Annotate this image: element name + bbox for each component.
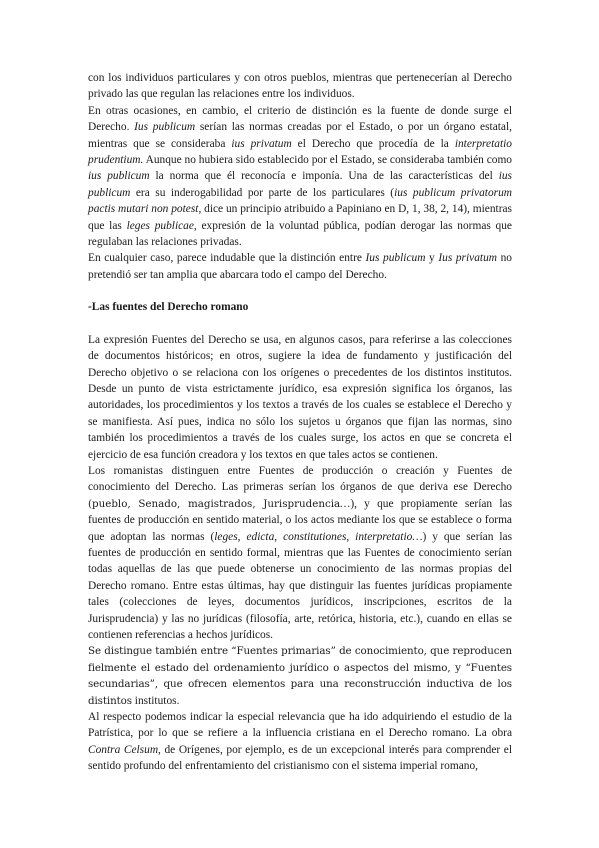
text-run: era su inderogabilidad por parte de los particulares ( — [130, 186, 395, 199]
text-run-alt-font: Se distingue también entre “Fuentes primarias” de conocimiento, que reproducen fielmente el estado del ordenamiento jurídico o aspectos del mismo, y “Fuentes secundarias”, que ofrecen elementos para una reconstrucción inductiva de los distintos — [88, 645, 512, 707]
text-run: serían las normas creadas por el Estado, o por un órgano estatal, mientras que se consideraba — [88, 121, 512, 150]
text-run: no pretendió ser tan amplia que abarcara todo el campo del Derecho. — [88, 252, 512, 281]
text-run-alt-font: (pueblo, Senado, magistrados, Jurisprudencia — [88, 497, 341, 510]
body-text — [88, 70, 512, 775]
paragraph-2 — [88, 103, 512, 251]
latin-term: Ius publicum — [365, 252, 426, 265]
work-title: Contra Celsum — [88, 743, 159, 756]
text-run: Aunque no hubiera sido establecido por el Estado, se consideraba también como — [143, 154, 512, 167]
latin-term: Ius publicum — [134, 121, 196, 134]
latin-term: interpretatio… — [355, 530, 423, 543]
spacer — [88, 316, 512, 332]
text-run: La expresión Fuentes del Derecho se usa, en algunos casos, para referirse a las colecciones de documentos históricos; en otros, sugiere la idea de fundamento y justificación del Derecho objetivo o se relaciona con los orígenes o precedentes de los distintos institutos. Desde un punto de vista estrictamente jurídico, esa expresión significa los órganos, las autoridades, los procedimientos y los textos a través de los cuales se establece el Derecho y se manifiesta. Así pues, indica no sólo los sujetos u órganos que fijan las normas, sino también los procedimientos a través de los cuales surge, los actos en que se concreta el ejercicio de esa función creadora y los textos en que tales actos se contienen. — [88, 333, 512, 461]
latin-term: edicta — [246, 530, 275, 543]
text-run: En otras ocasiones, en cambio, el criterio de distinción es la fuente de donde surge el Derecho. — [88, 104, 512, 134]
text-run: , dice un principio atribuido a Papiniano en D, 1, 38, 2, 14), mientras que las — [88, 203, 512, 232]
latin-term: interpretatio prudentium. — [88, 137, 512, 167]
latin-term: Ius privatum — [438, 252, 497, 265]
paragraph-6 — [88, 643, 512, 709]
paragraph-7 — [88, 709, 512, 775]
latin-term: ius publicum — [88, 170, 150, 183]
text-run: Los romanistas distinguen entre Fuentes de producción o creación y Fuentes de conocimiento del Derecho. Las primeras serían los órganos de que deriva ese Derecho — [88, 464, 512, 494]
text-run: ) y que serían las fuentes de producción en sentido formal, mientras que las Fuentes de conocimiento serían todas aquellas de las que puede obtenerse un conocimiento de las normas propias del Derecho romano. Entre estas últimas, hay que distinguir las fuentes jurídicas propiamente tales (colecciones de leyes, documentos jurídicos, inscripciones, escritos de la Jurisprudencia) y las no jurídicas (filosofía, arte, retórica, historia, etc.), cuando en ellas se contienen referencias a hechos jurídicos. — [88, 530, 513, 641]
text-run: Al respecto podemos indicar la especial relevancia que ha ido adquiriendo el estudio de la Patrística, por lo que se refiere a la influencia cristiana en el Derecho romano. La obra — [88, 711, 512, 740]
text-run: , — [237, 530, 247, 543]
text-run: En cualquier caso, parece indudable que la distinción entre — [88, 252, 366, 265]
paragraph-3 — [88, 250, 512, 283]
text-run: con los individuos particulares y con otros pueblos, mientras que pertenecerían al Derecho privado las que regulan las relaciones entre los individuos. — [88, 72, 512, 101]
spacer — [88, 283, 512, 299]
text-run: , expresión de la voluntad pública, podían derogar las normas que regulaban las relaciones privadas. — [88, 219, 512, 249]
latin-term: ius privatum — [231, 137, 292, 150]
latin-term: leges publicae — [126, 219, 194, 232]
latin-term: leges — [214, 530, 238, 543]
section-heading: -Las fuentes del Derecho romano — [88, 301, 249, 314]
paragraph-5 — [88, 463, 512, 643]
text-run: institutos. — [131, 694, 180, 707]
latin-term: constitutiones — [283, 530, 347, 543]
text-run: , — [274, 530, 284, 543]
text-run: , — [346, 530, 356, 543]
text-run: ), y que propiamente serían las fuentes de producción en sentido material, o los actos mediante los que se establece o forma que adoptan las normas ( — [88, 497, 512, 543]
text-run: , de Orígenes, por ejemplo, es de un excepcional interés para comprender el sentido profundo del enfrentamiento del cristianismo con el sistema imperial romano, — [88, 743, 512, 773]
text-run: la norma que él reconocía e imponía. Una de las características del — [149, 170, 499, 183]
latin-term: ius publicum privatorum pactis mutari non potest — [88, 186, 513, 216]
paragraph-1 — [88, 70, 512, 103]
paragraph-4 — [88, 332, 512, 463]
text-run: y — [425, 252, 439, 265]
ellipsis: … — [340, 497, 351, 510]
latin-term: ius publicum — [88, 170, 512, 199]
text-run: el Derecho que procedía de la — [291, 137, 455, 150]
